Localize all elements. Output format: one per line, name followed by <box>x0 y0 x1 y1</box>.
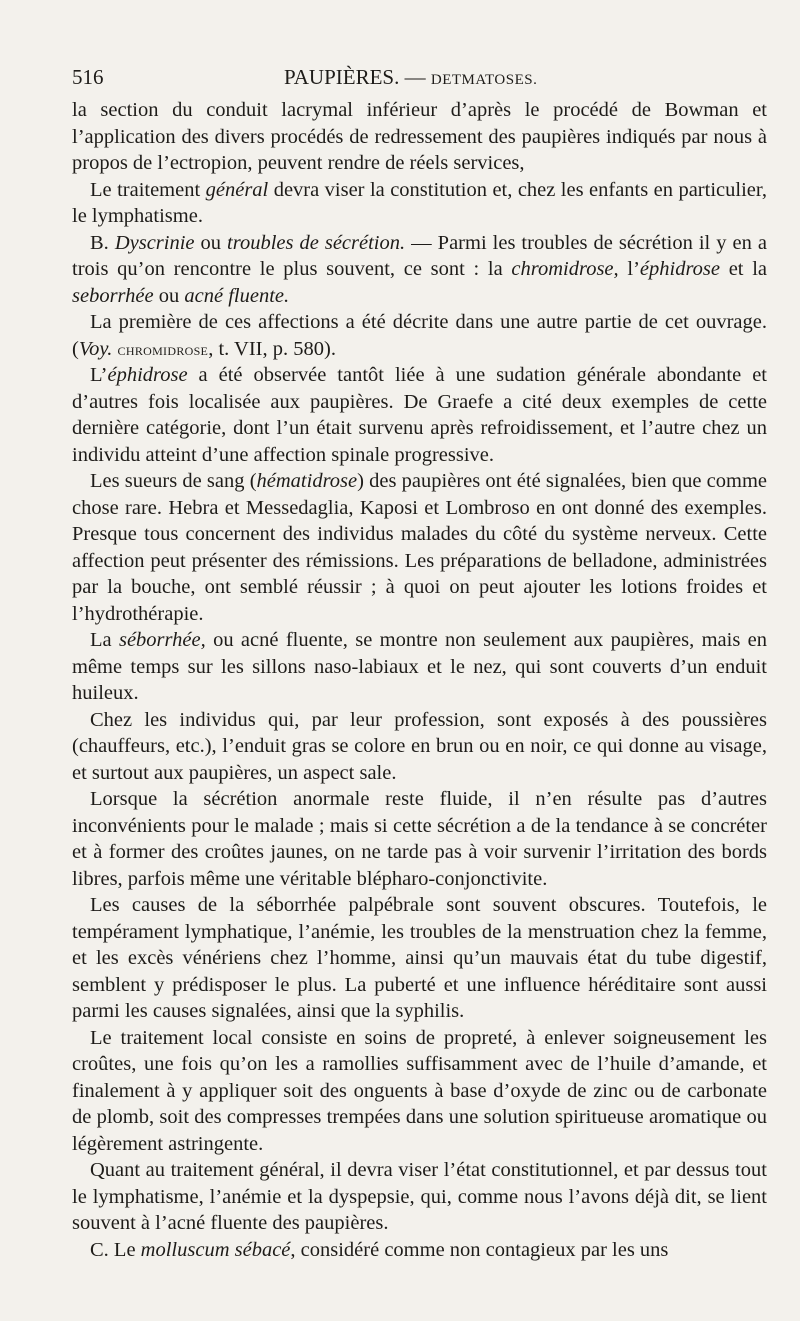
text-run: C. Le <box>90 1238 141 1261</box>
italic-term: seborrhée <box>72 284 154 307</box>
text-run: et la <box>720 258 767 280</box>
page-number: 516 <box>72 65 104 89</box>
text-run: , t. VII, p. 580). <box>208 337 336 360</box>
text-run: , considéré comme non contagieux par les uns <box>290 1238 669 1261</box>
running-subtitle: DETMATOSES. <box>430 72 538 88</box>
header-dash: — <box>399 65 431 89</box>
italic-term: général <box>205 178 269 201</box>
page-header <box>72 62 772 92</box>
italic-term: Voy. <box>78 337 113 360</box>
text-run: — Parmi les troubles de sécrétion il y en a trois qu’on rencontre le plus souvent, ce sont : la <box>72 231 767 280</box>
running-header <box>284 62 537 95</box>
paragraph-hematidrose <box>72 468 767 627</box>
text-run: Le traitement <box>90 178 206 201</box>
text-run: a été observée tantôt liée à une sudation générale abondante et d’autres fois localisée aux paupières. De Graefe a cité deux exemples de cette dernière catégorie, dont l’un était survenu après refroidissement, et l’autre chez un individu atteint d’une affection spinale progressive. <box>72 364 767 466</box>
text-run: ) des paupières ont été signalées, bien que comme chose rare. Hebra et Messedaglia, Kaposi et Lombroso en ont donné des exemples. Presque tous concernent des individus malades du côté du système nerveux. Cette affection peut présenter des rémissions. Les préparations de belladone, administrées par la bouche, ont semblé réussir ; à quoi on peut ajouter les lotions froides et l’hydrothérapie. <box>72 470 767 625</box>
italic-term: troubles de sécrétion. <box>227 231 406 254</box>
paragraph-molluscum <box>72 1237 767 1264</box>
text-run: l’ <box>618 258 640 280</box>
body-text <box>72 97 767 1263</box>
running-title: PAUPIÈRES. <box>284 65 400 89</box>
text-run: La <box>90 629 119 651</box>
paragraph-secretion: Lorsque la sécrétion anormale reste fluide, il n’en résulte pas d’autres inconvénients pour le malade ; mais si cette sécrétion a de la tendance à se concréter et à former des croûtes jaunes, on ne tarde pas à voir survenir l’irritation des bords libres, parfois même une véritable blépharo-conjonctivite. <box>72 788 767 890</box>
section-letter: B. <box>90 231 115 254</box>
italic-term: Dyscrinie <box>114 231 195 254</box>
paragraph-chromidrose-reference <box>72 309 767 362</box>
italic-term: acné fluente. <box>184 284 290 307</box>
paragraph-continuation: la section du conduit lacrymal inférieur d’après le procédé de Bowman et l’application des divers procédés de redressement des paupières indiqués par nous à propos de l’ectropion, peuvent rendre de réels services, <box>72 99 767 174</box>
text-run: ou <box>153 284 185 307</box>
italic-term: éphidrose <box>639 258 720 280</box>
text-run: La première de ces affections a été décrite dans une autre partie de cet ouvrage. ( <box>72 311 767 360</box>
paragraph-dyscrinie <box>72 230 767 310</box>
paragraph-seborrhee <box>72 627 767 707</box>
text-run: ou <box>194 231 228 254</box>
italic-term: éphidrose <box>107 364 188 386</box>
text-run: devra viser la constitution et, chez les enfants en particulier, le lymphatisme. <box>72 178 767 227</box>
paragraph-causes: Les causes de la séborrhée palpébrale sont souvent obscures. Toutefois, le tempérament lymphatique, l’anémie, les troubles de la menstruation chez la femme, et les excès vénériens chez l’homme, ainsi qu’un mauvais état du tube digestif, semblent y prédisposer le plus. La puberté et une influence héréditaire sont aussi parmi les causes signalées, ainsi que la syphilis. <box>72 894 767 1022</box>
italic-term: hématidrose <box>256 470 358 492</box>
text-run: Les sueurs de sang ( <box>90 470 257 492</box>
italic-term: chromidrose, <box>511 258 619 280</box>
paragraph-ephidrose <box>72 362 767 468</box>
small-caps-reference: chromidrose <box>117 338 209 359</box>
italic-term: molluscum sébacé <box>140 1238 291 1261</box>
paragraph-general-treatment <box>72 177 767 230</box>
paragraph-poussieres: Chez les individus qui, par leur profession, sont exposés à des poussières (chauffeurs, etc.), l’enduit gras se colore en brun ou en noir, ce qui donne au visage, et surtout aux paupières, un aspect sale. <box>72 708 767 784</box>
paragraph-general-treatment-2: Quant au traitement général, il devra viser l’état constitutionnel, et par dessus tout le lymphatisme, l’anémie et la dyspepsie, qui, comme nous l’avons déjà dit, se lient souvent à l’acné fluente des paupières. <box>72 1159 767 1234</box>
text-run: ou acné fluente, se montre non seulement aux paupières, mais en même temps sur les sillons naso-labiaux et le nez, qui sont couverts d’un enduit huileux. <box>72 629 768 704</box>
text-run: L’ <box>90 364 108 386</box>
italic-term: séborrhée, <box>118 629 206 651</box>
paragraph-local-treatment: Le traitement local consiste en soins de propreté, à enlever soigneusement les croûtes, une fois qu’on les a ramollies suffisamment avec de l’huile d’amande, et finalement à y appliquer soit des onguents à base d’oxyde de zinc ou de carbonate de plomb, soit des compresses trempées dans une solution spiritueuse aromatique ou légèrement astringente. <box>72 1026 767 1155</box>
